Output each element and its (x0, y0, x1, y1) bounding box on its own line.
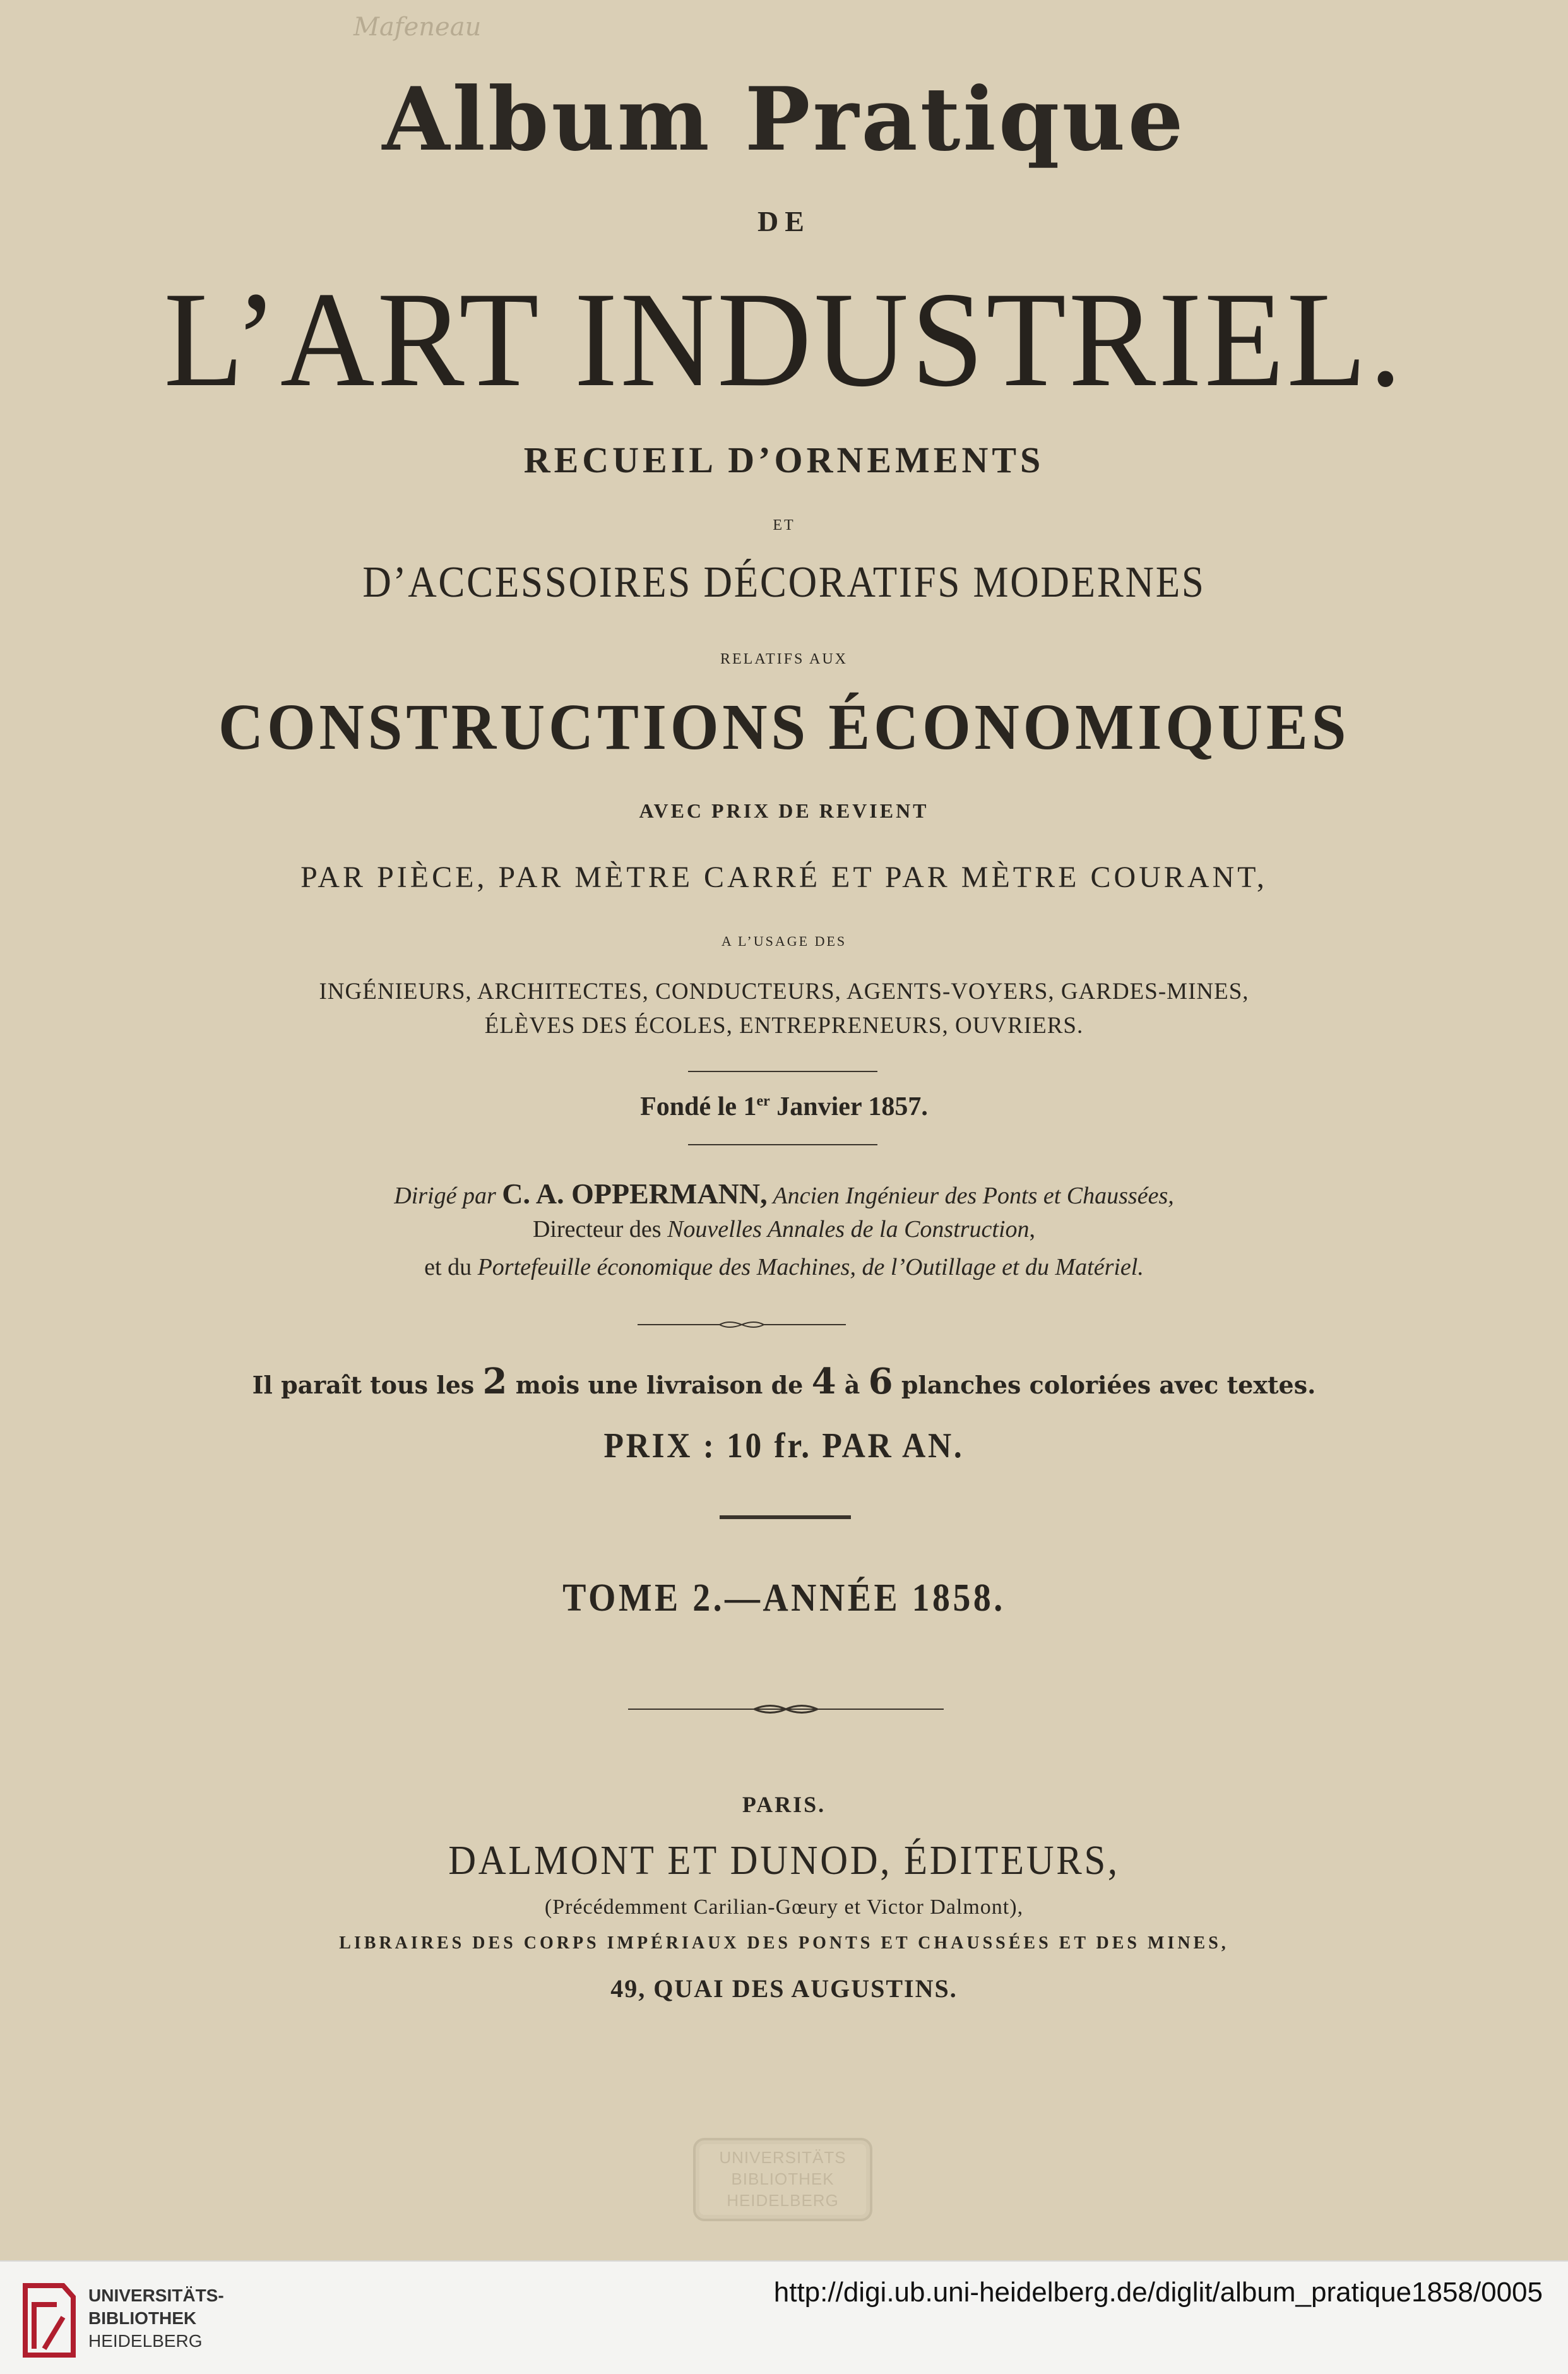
ornament-divider (628, 1701, 944, 1717)
thick-divider-rule (720, 1515, 851, 1519)
relatifs-label: RELATIFS AUX (720, 651, 848, 667)
frequency-number-4: 4 (811, 1361, 836, 1402)
volume-year-line: TOME 2.—ANNÉE 1858. (562, 1577, 1006, 1619)
handwritten-note: Mafeneau (353, 13, 482, 42)
director-title: Ancien Ingénieur des Ponts et Chaussées, (767, 1183, 1174, 1209)
publisher-line: DALMONT ET DUNOD, ÉDITEURS, (448, 1837, 1120, 1883)
main-title: L’ART INDUSTRIEL. (163, 264, 1405, 415)
source-url-link[interactable]: http://digi.ub.uni-heidelberg.de/diglit/album_pratique1858/0005 (773, 2277, 1543, 2308)
frequency-text-d: planches coloriées avec textes. (893, 1371, 1316, 1399)
portefeuille-rest: , de l’Outillage et du Matériel. (850, 1254, 1144, 1280)
constructions-heading: CONSTRUCTIONS ÉCONOMIQUES (218, 691, 1350, 763)
frequency-text-c: à (836, 1371, 869, 1399)
divider-rule (688, 1071, 877, 1072)
director-name: C. A. OPPERMANN, (502, 1178, 768, 1210)
frequency-text-a: Il paraît tous les (252, 1371, 483, 1399)
founded-superscript: er (756, 1093, 770, 1109)
portefeuille-line (0, 1255, 1568, 1279)
library-name-line-2: BIBLIOTHEK (88, 2308, 197, 2328)
divider-rule (688, 1144, 877, 1145)
dirige-par-label: Dirigé par (394, 1183, 502, 1209)
price-line: PRIX : 10 fr. PAR AN. (603, 1426, 965, 1465)
previously-line: (Précédemment Carilian-Gœury et Victor Dalmont), (544, 1895, 1024, 1919)
city-label: PARIS. (742, 1792, 826, 1817)
recueil-line: RECUEIL D’ORNEMENTS (523, 439, 1045, 480)
digitization-footer (0, 2260, 1568, 2374)
publication-frequency-line (0, 1361, 1568, 1402)
nouvelles-annales-title: Nouvelles Annales de la Construction (667, 1216, 1030, 1243)
et-du-label: et du (424, 1254, 478, 1280)
founded-line (0, 1094, 1568, 1120)
frequency-text-b: mois une livraison de (507, 1371, 812, 1399)
ornament-divider (638, 1318, 846, 1331)
director-line (0, 1179, 1568, 1208)
audience-line-2: ÉLÈVES DES ÉCOLES, ENTREPRENEURS, OUVRIERS. (484, 1013, 1084, 1039)
de-label: DE (757, 205, 811, 237)
stamp-line-3: HEIDELBERG (727, 2191, 839, 2210)
avec-prix-line: AVEC PRIX DE REVIENT (639, 799, 929, 822)
founded-prefix: Fondé le 1 (640, 1092, 757, 1121)
par-piece-line: PAR PIÈCE, PAR MÈTRE CARRÉ ET PAR MÈTRE COURANT, (300, 861, 1268, 894)
founded-suffix: Janvier 1857. (769, 1092, 928, 1121)
heidelberg-library-logo-icon (19, 2279, 80, 2361)
directeur-des-label: Directeur des (532, 1216, 668, 1243)
stamp-line-2: BIBLIOTHEK (731, 2169, 834, 2188)
libraires-line: LIBRAIRES DES CORPS IMPÉRIAUX DES PONTS ET CHAUSSÉES ET DES MINES, (339, 1933, 1229, 1953)
et-label: ET (773, 517, 795, 534)
usage-label: A L’USAGE DES (721, 933, 847, 949)
frequency-number-2: 2 (482, 1361, 508, 1402)
library-name-line-3: HEIDELBERG (88, 2331, 203, 2351)
audience-line-1: INGÉNIEURS, ARCHITECTES, CONDUCTEURS, AGENTS-VOYERS, GARDES-MINES, (319, 979, 1249, 1005)
library-name-line-1: UNIVERSITÄTS- (88, 2286, 224, 2305)
accessoires-line: D’ACCESSOIRES DÉCORATIFS MODERNES (362, 558, 1206, 607)
comma: , (1029, 1216, 1036, 1243)
portefeuille-title: Portefeuille économique des Machines (477, 1254, 850, 1280)
stamp-line-1: UNIVERSITÄTS (719, 2148, 846, 2167)
library-stamp (693, 2138, 872, 2221)
nouvelles-annales-line (0, 1217, 1568, 1241)
frequency-number-6: 6 (868, 1361, 893, 1402)
address-line: 49, QUAI DES AUGUSTINS. (610, 1974, 958, 2003)
album-pratique-heading: Album Pratique (382, 68, 1186, 170)
